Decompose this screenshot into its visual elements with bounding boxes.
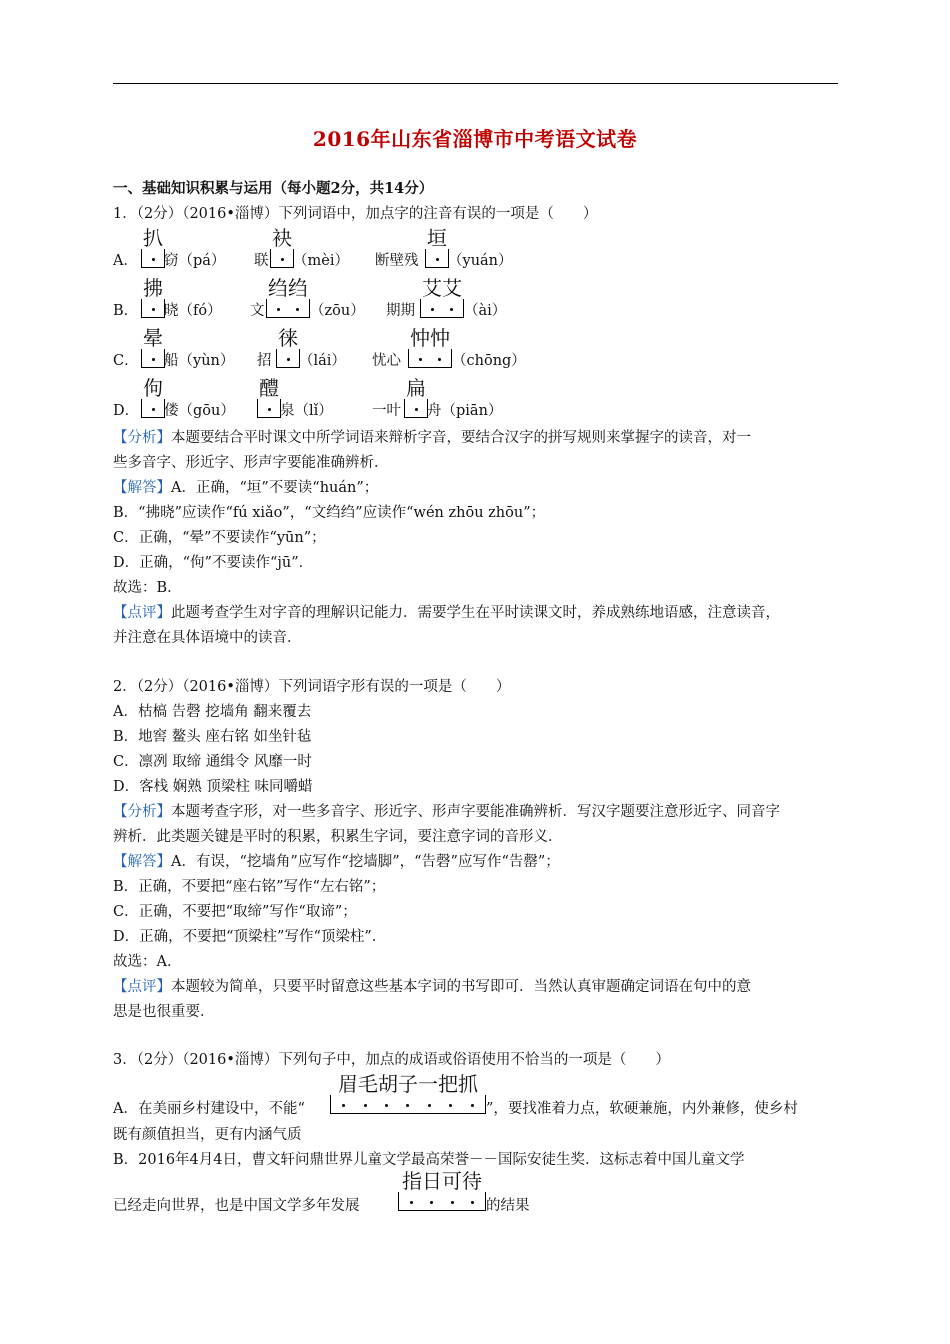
q2-stem: 2．（2分）（2016•淄博）下列词语字形有误的一项是（ ） xyxy=(113,679,511,695)
q1-a-word3-dotted: 垣 xyxy=(425,227,449,268)
q2-review: 【点评】本题较为简单，只要平时留意这些基本字词的书写即可．当然认真审题确定词语在句中的意 xyxy=(113,979,751,995)
q1-d-word2-dotted: 醴 xyxy=(257,377,281,418)
q1-c-word2-dotted: 徕 xyxy=(276,327,300,368)
q1-stem: 1．（2分）（2016•淄博）下列词语中，加点字的注音有误的一项是（ ） xyxy=(113,206,598,222)
q1-c-word1-dotted: 晕 xyxy=(141,327,165,368)
q1-b-word2-dotted: 绉绉 xyxy=(266,277,310,318)
q1-answer: 【解答】A．正确，“垣”不要读“huán”； xyxy=(113,480,379,496)
q1-b-word3-dotted: 艾艾 xyxy=(420,277,464,318)
q2-option-a: A．枯槁 告磬 挖墙角 翻来覆去 xyxy=(113,704,312,720)
q1-a-word1-dotted: 扒 xyxy=(141,227,165,268)
q1-c-word3-dotted: 忡忡 xyxy=(408,327,452,368)
section-heading: 一、基础知识积累与运用（每小题2分，共14分） xyxy=(113,180,434,197)
q1-d-word3-dotted: 扁 xyxy=(404,377,428,418)
q1-option-b-label: B． xyxy=(113,303,139,319)
q2-option-c: C．凛冽 取缔 通缉令 风靡一时 xyxy=(113,754,312,770)
q2-option-b: B．地窖 鳌头 座右铭 如坐针毡 xyxy=(113,729,312,745)
page-title: 2016年山东省淄博市中考语文试卷 xyxy=(312,127,638,151)
q1-review: 【点评】此题考查学生对字音的理解识记能力．需要学生在平时读课文时，养成熟练地语感，注意读音， xyxy=(113,605,780,621)
q1-option-d-label: D． xyxy=(113,403,140,419)
q2-answer: 【解答】A．有误，“挖墙角”应写作“挖墙脚”，“告磬”应写作“告罄”； xyxy=(113,854,560,870)
q1-option-a-label: A． xyxy=(113,253,138,269)
q1-choice: 故选：B． xyxy=(113,580,182,596)
q2-analysis: 【分析】本题考查字形，对一些多音字、形近字、形声字要能准确辨析．写汉字题要注意形近字、同音字 xyxy=(113,804,780,820)
q3-a-idiom-dotted: 眉毛胡子一把抓 xyxy=(330,1073,486,1114)
q3-option-b: B．2016年4月4日，曹文轩问鼎世界儿童文学最高荣誉－－国际安徒生奖．这标志着中国儿童文学 xyxy=(113,1152,745,1168)
q1-b-word1-dotted: 拂 xyxy=(141,277,165,318)
q3-b-idiom-dotted: 指日可待 xyxy=(398,1170,486,1211)
top-rule xyxy=(113,83,838,84)
q1-option-c-label: C． xyxy=(113,353,139,369)
q3-option-a: A．在美丽乡村建设中，不能“ xyxy=(113,1101,305,1117)
q1-analysis: 【分析】本题要结合平时课文中所学词语来辩析字音，要结合汉字的拼写规则来掌握字的读音，对一 xyxy=(113,430,751,446)
q1-a-word2-dotted: 袂 xyxy=(270,227,294,268)
q3-stem: 3．（2分）（2016•淄博）下列句子中，加点的成语或俗语使用不恰当的一项是（ ） xyxy=(113,1052,670,1068)
q2-option-d: D．客栈 娴熟 顶梁柱 味同嚼蜡 xyxy=(113,779,313,795)
q2-choice: 故选：A． xyxy=(113,954,182,970)
q1-d-word1-dotted: 佝 xyxy=(141,377,165,418)
